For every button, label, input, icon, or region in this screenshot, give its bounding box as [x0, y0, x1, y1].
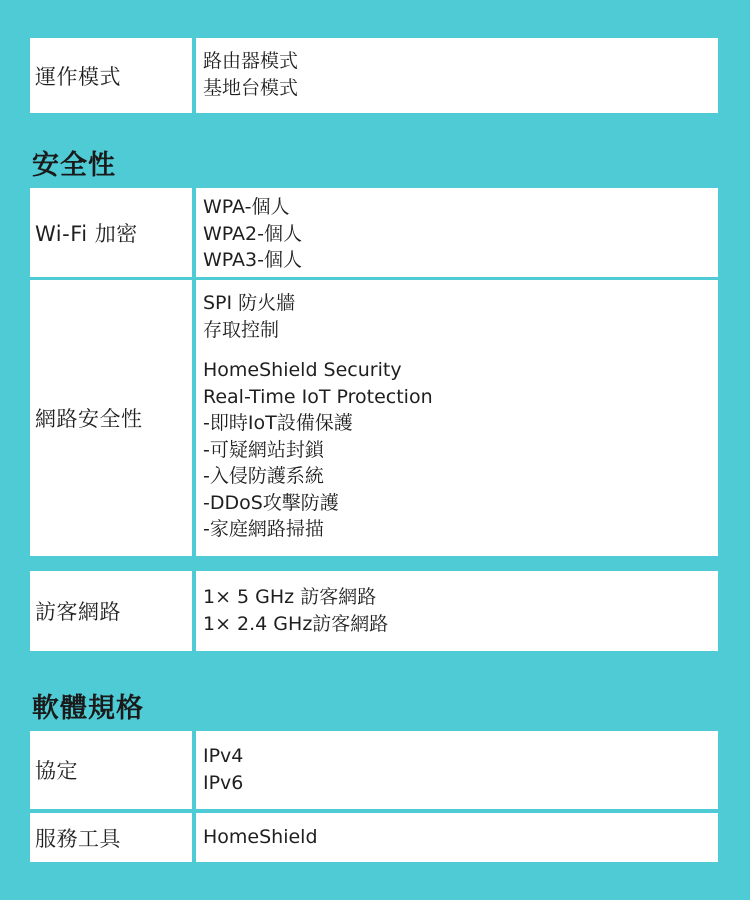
section-title-security: 安全性 [32, 150, 116, 181]
spec-row-service-tools [30, 813, 718, 862]
spec-label: 運作模式 [30, 38, 192, 113]
spec-value-line: HomeShield [203, 826, 318, 848]
spec-value [196, 813, 718, 862]
spec-row-guest-network [30, 571, 718, 651]
spec-value-line: -DDoS攻擊防護 [203, 491, 339, 514]
spec-row-operation-mode [30, 38, 718, 113]
spec-value-line: IPv6 [203, 771, 244, 794]
spec-value-line: IPv4 [203, 745, 244, 767]
spec-value-line: WPA2-個人 [203, 222, 302, 245]
spec-value-line: WPA3-個人 [203, 249, 302, 271]
spec-label: 網路安全性 [30, 280, 192, 556]
spec-row-network-security [30, 280, 718, 556]
spacer [203, 343, 718, 357]
spec-row-wifi-encryption [30, 188, 718, 277]
spec-value-line: SPI 防火牆 [203, 292, 296, 314]
spec-value-line: Real-Time IoT Protection [203, 385, 433, 408]
spec-value [196, 188, 718, 277]
spec-value-line: 路由器模式 [203, 50, 299, 72]
spec-value-line: 基地台模式 [203, 76, 299, 99]
spec-value-line: -即時IoT設備保護 [203, 412, 353, 434]
spec-label: Wi-Fi 加密 [30, 188, 192, 277]
spec-row-protocol [30, 731, 718, 809]
spec-label: 訪客網路 [30, 571, 192, 651]
spec-value [196, 38, 718, 113]
spec-value [196, 731, 718, 809]
spec-label: 協定 [30, 731, 192, 809]
spec-value-line: WPA-個人 [203, 196, 290, 218]
spec-value-line: -家庭網路掃描 [203, 518, 324, 540]
spec-value-line: HomeShield Security [203, 359, 402, 381]
section-title-software: 軟體規格 [32, 693, 144, 724]
spec-value-line: 1× 2.4 GHz訪客網路 [203, 612, 389, 635]
spec-value-line: 存取控制 [203, 318, 280, 341]
spec-value-line: -入侵防護系統 [203, 465, 324, 487]
spec-label: 服務工具 [30, 813, 192, 862]
spec-value [196, 571, 718, 651]
spec-value-line: -可疑網站封鎖 [203, 438, 324, 461]
spec-value [196, 280, 718, 556]
spec-value-line: 1× 5 GHz 訪客網路 [203, 586, 377, 608]
